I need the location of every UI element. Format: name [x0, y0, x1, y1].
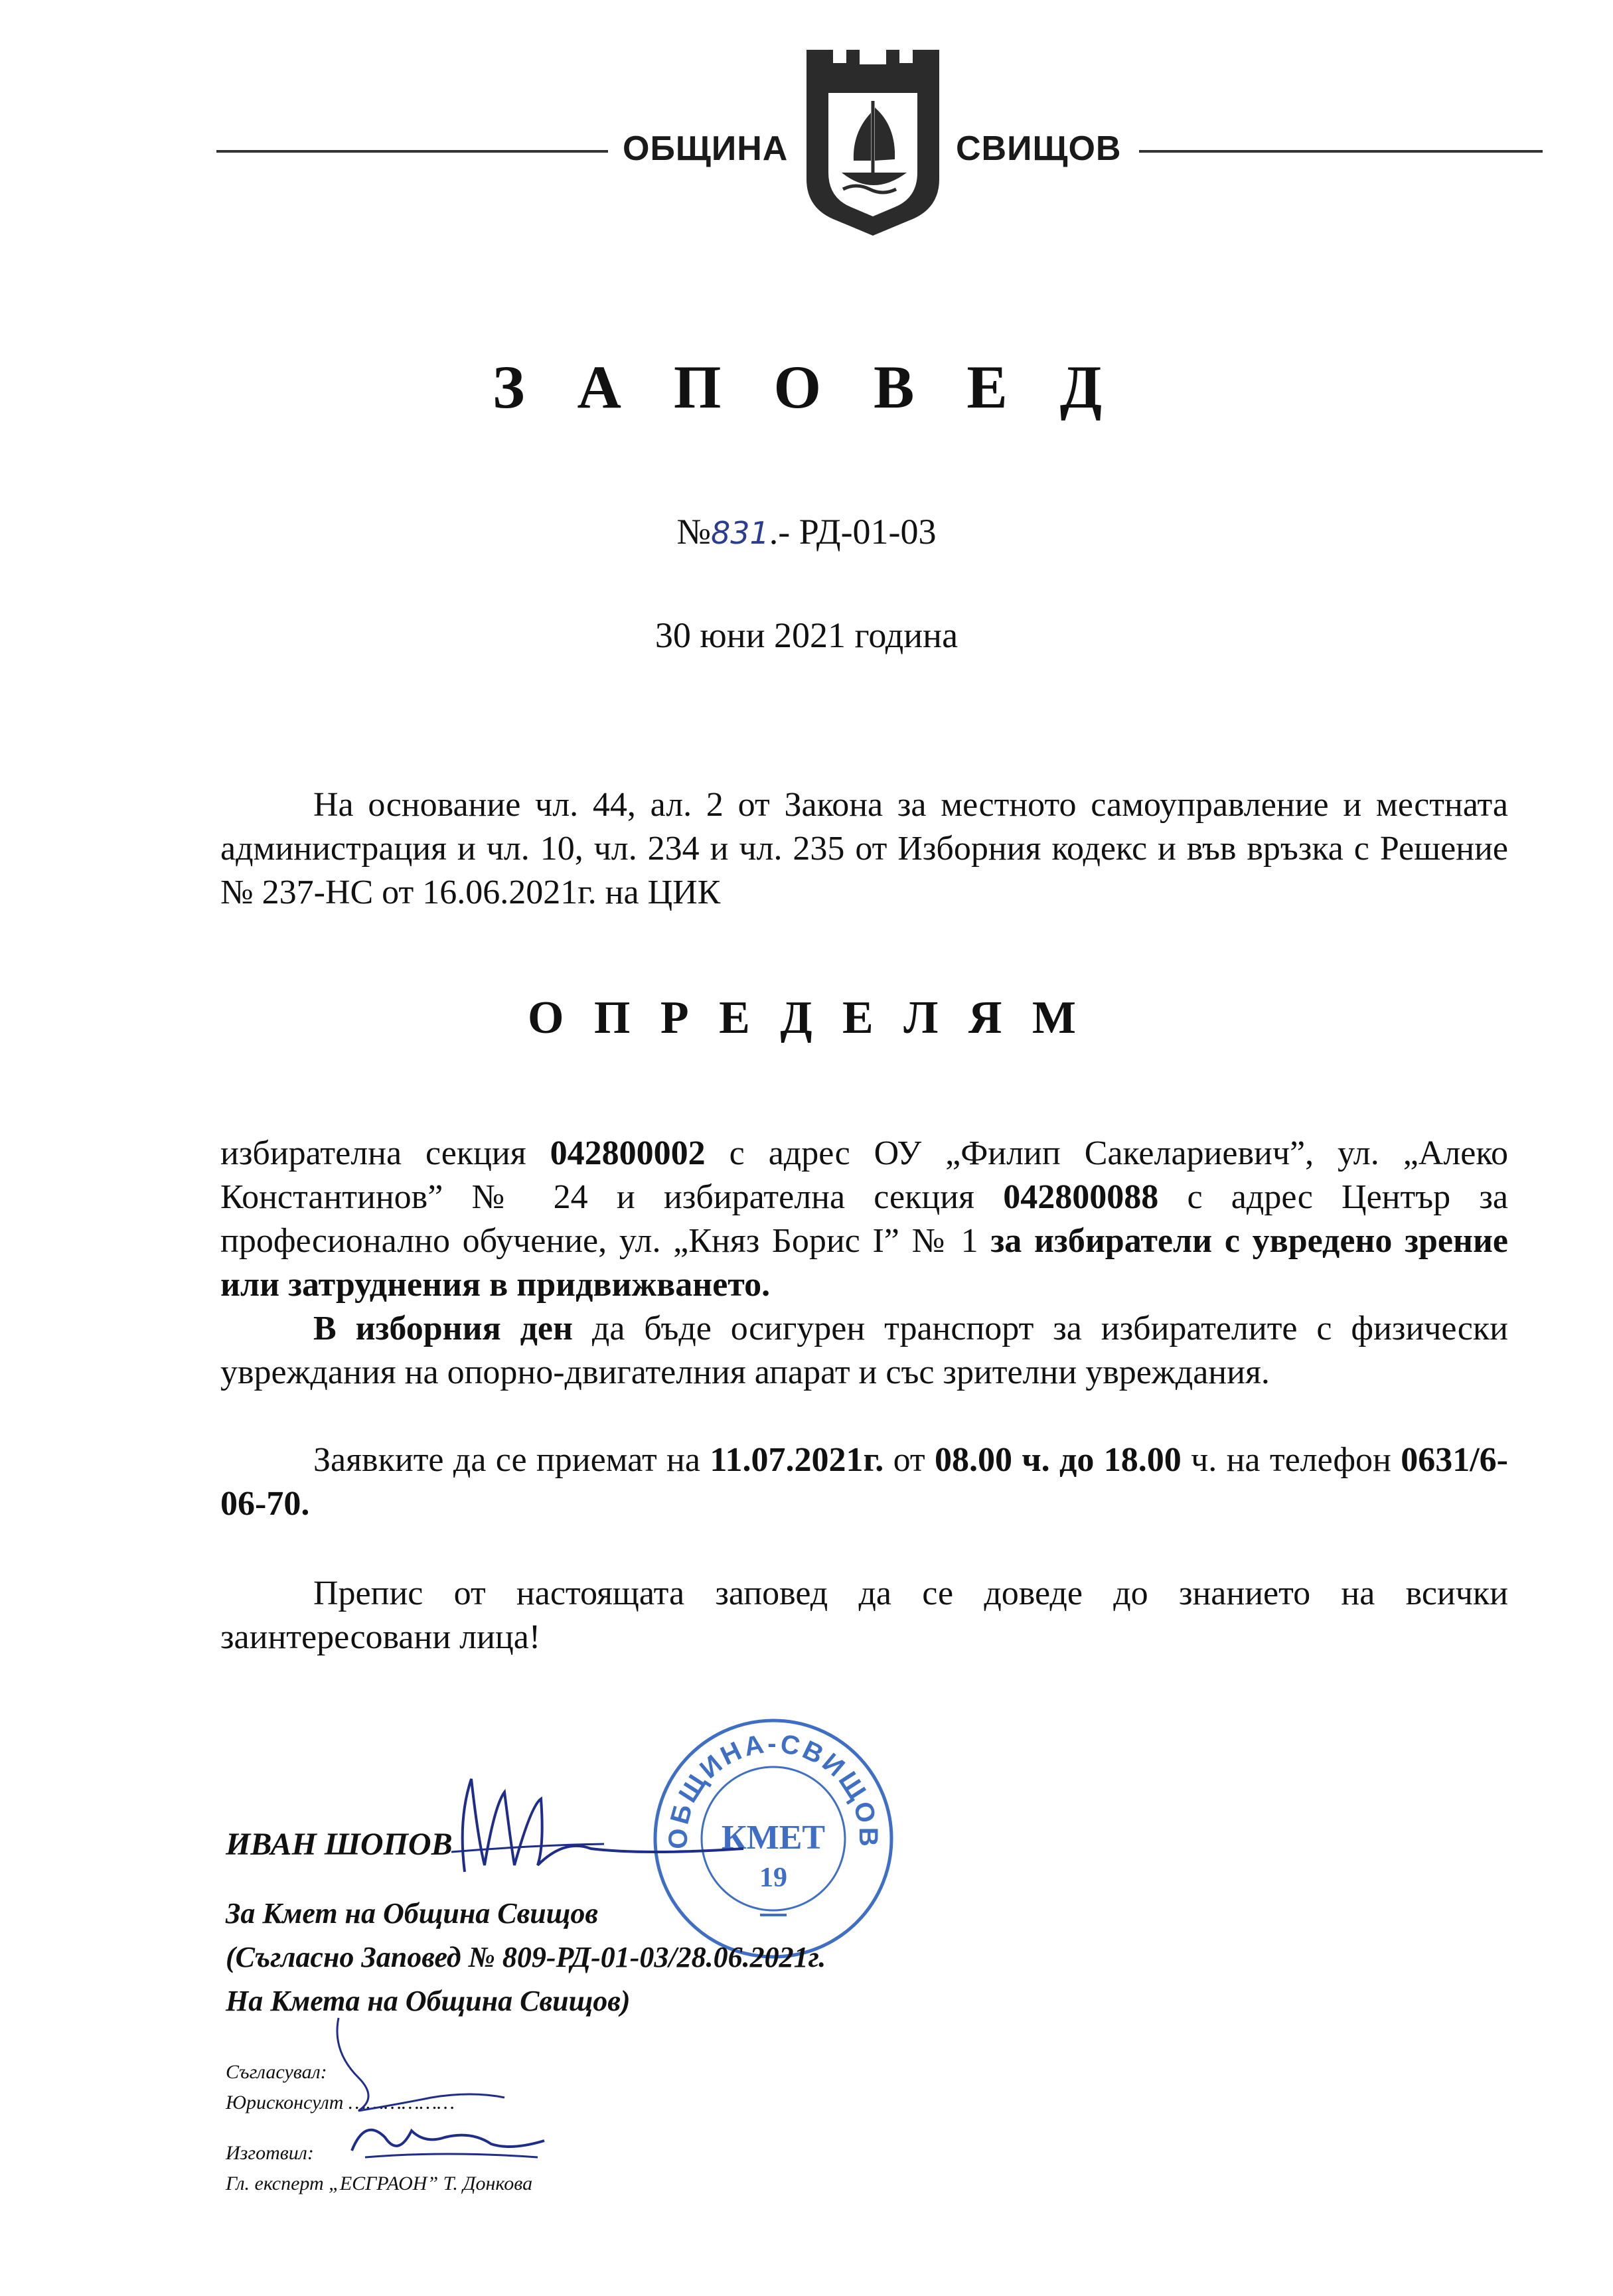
svg-text:19: 19 — [759, 1863, 787, 1893]
request-phone: 0631/6-06-70. — [220, 1441, 1508, 1523]
agreed-label: Съгласувал: — [226, 2061, 327, 2083]
paragraph-sections: избирателна секция 042800002 с адрес ОУ „Филип Сакелариевич”, ул. „Алеко Константинов” № 24 и избирателна секция 042800088 с адрес Център за професионално обучение, ул. „Княз Борис I” № 1 за избиратели с увредено зрение или затруднения в придвижването. — [220, 1134, 1508, 1304]
header-right-word: СВИЩОВ — [956, 129, 1122, 168]
paragraph-transport: В изборния ден да бъде осигурен транспорт за избирателите с физически увреждания на опорно-двигателния апарат и със зрителни увреждания. — [220, 1310, 1508, 1391]
paragraph-copy: Препис от настоящата заповед да се доведе до знанието на всички заинтересовани лица! — [220, 1574, 1508, 1656]
prepared-label: Изготвил: — [226, 2142, 314, 2164]
request-date: 11.07.2021г. — [710, 1441, 884, 1479]
request-hours: 08.00 ч. до 18.00 — [934, 1441, 1182, 1479]
section-number-1: 042800002 — [550, 1134, 706, 1172]
number-prefix: № — [676, 512, 711, 552]
number-suffix: .- РД-01-03 — [769, 512, 937, 552]
section-number-2: 042800088 — [1003, 1178, 1159, 1216]
paragraph-requests: Заявките да се приемат на 11.07.2021г. от 08.00 ч. до 18.00 ч. на телефон 0631/6-06-70. — [220, 1441, 1508, 1523]
prepared-initials — [339, 2104, 558, 2177]
svg-text:ОБЩИНА-СВИЩОВ: ОБЩИНА-СВИЩОВ — [663, 1728, 883, 1849]
preamble: На основание чл. 44, ал. 2 от Закона за местното самоуправление и местната администрация и чл. 10, чл. 234 и чл. 235 от Изборния кодекс и във връзка с Решение № 237-НС от 16.06.2021г. на ЦИК — [220, 786, 1508, 911]
order-date: 30 юни 2021 година — [654, 615, 959, 655]
header-rule-right — [1139, 150, 1543, 153]
svg-text:КМЕТ: КМЕТ — [721, 1819, 826, 1857]
signer-name: ИВАН ШОПОВ — [226, 1827, 453, 1862]
agreed-role: Юрисконсулт ……………… — [226, 2092, 455, 2113]
document-title: З А П О В Е Д — [492, 353, 1121, 421]
signer-line-2: (Съгласно Заповед № 809-РД-01-03/28.06.2021г. — [226, 1941, 826, 1973]
voters-note: за избиратели с увредено зрение или затруднения в придвижването. — [220, 1222, 1508, 1304]
signer-line-1: За Кмет на Община Свищов — [226, 1897, 599, 1930]
header-rule-left — [216, 150, 608, 153]
order-number — [0, 511, 1613, 552]
signature-scribble — [431, 1766, 777, 1898]
coat-of-arms-icon — [803, 46, 943, 239]
signer-line-3: На Кмета на Община Свищов) — [226, 1985, 631, 2017]
decision-heading: О П Р Е Д Е Л Я М — [528, 992, 1085, 1043]
header-left-word: ОБЩИНА — [623, 129, 789, 168]
handwritten-number: 831 — [710, 515, 769, 551]
prepared-role: Гл. експерт „ЕСГРАОН” Т. Донкова — [226, 2173, 533, 2194]
